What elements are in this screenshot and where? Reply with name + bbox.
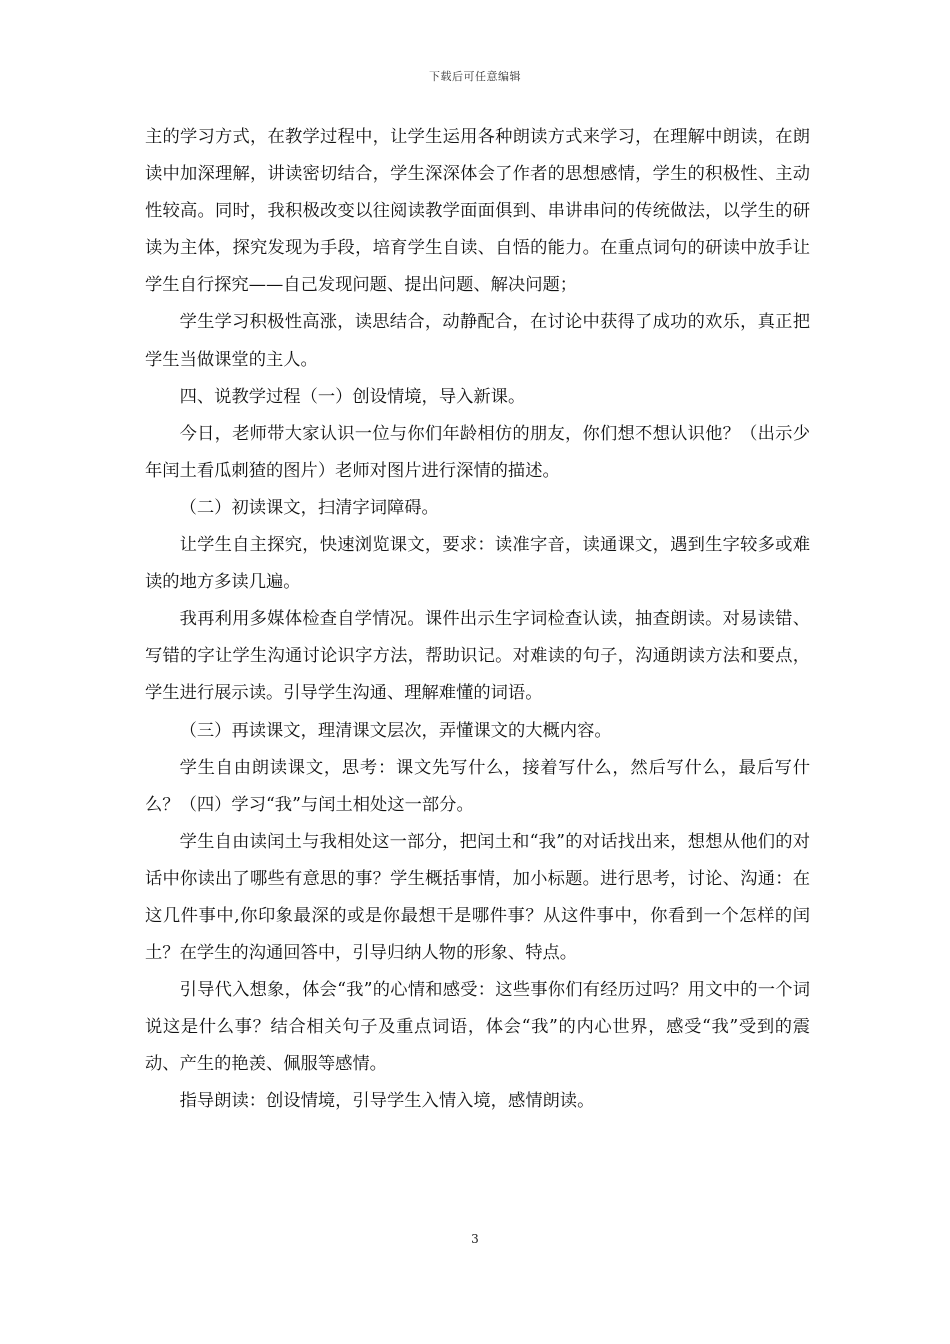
paragraph-7: 我再利用多媒体检查自学情况。课件出示生字词检查认读，抽查朗读。对易读错、写错的字让学生沟通讨论识字方法，帮助识记。对难读的句子，沟通朗读方法和要点，学生进行展示读。引导学生沟通、理解难懂的词语。 bbox=[145, 609, 810, 704]
paragraph-12: 指导朗读：创设情境，引导学生入情入境，感情朗读。 bbox=[179, 1091, 595, 1112]
paragraph-11: 引导代入想象，体会“我”的心情和感受：这些事你们有经历过吗？用文中的一个词说这是什么事？结合相关句子及重点词语，体会“我”的内心世界，感受“我”受到的震动、产生的艳羡、佩服等感情。 bbox=[145, 980, 810, 1075]
section-heading-teaching-process: 四、说教学过程（一）创设情境，导入新课。 bbox=[179, 386, 526, 407]
document-body bbox=[145, 119, 810, 1121]
subsection-heading-first-reading: （二）初读课文，扫清字词障碍。 bbox=[179, 497, 439, 518]
paragraph-10: 学生自由读闰土与我相处这一部分，把闰土和“我”的对话找出来，想想从他们的对话中你读出了哪些有意思的事？学生概括事情，加小标题。进行思考，讨论、沟通：在这几件事中,你印象最深的或是你最想干是哪件事？从这件事中，你看到一个怎样的闰土？在学生的沟通回答中，引导归纳人物的形象、特点。 bbox=[145, 831, 810, 964]
paragraph-2: 学生学习积极性高涨，读思结合，动静配合，在讨论中获得了成功的欢乐，真正把学生当做课堂的主人。 bbox=[145, 312, 810, 370]
paragraph-9: 学生自由朗读课文，思考：课文先写什么，接着写什么，然后写什么，最后写什么？（四）学习“我”与闰土相处这一部分。 bbox=[145, 757, 810, 815]
page-header: 下载后可任意编辑 bbox=[429, 70, 521, 83]
paragraph-1: 主的学习方式，在教学过程中，让学生运用各种朗读方式来学习，在理解中朗读，在朗读中加深理解，讲读密切结合，学生深深体会了作者的思想感情，学生的积极性、主动性较高。同时，我积极改变以往阅读教学面面俱到、串讲串问的传统做法，以学生的研读为主体，探究发现为手段，培育学生自读、自悟的能力。在重点词句的研读中放手让学生自行探究——自己发现问题、提出问题、解决问题； bbox=[145, 127, 810, 296]
paragraph-6: 让学生自主探究，快速浏览课文，要求：读准字音，读通课文，遇到生字较多或难读的地方多读几遍。 bbox=[145, 535, 810, 593]
paragraph-4: 今日，老师带大家认识一位与你们年龄相仿的朋友，你们想不想认识他？（出示少年闰土看瓜刺猹的图片）老师对图片进行深情的描述。 bbox=[145, 423, 810, 481]
page-number: 3 bbox=[471, 1232, 479, 1246]
subsection-heading-second-reading: （三）再读课文，理清课文层次，弄懂课文的大概内容。 bbox=[179, 720, 612, 741]
